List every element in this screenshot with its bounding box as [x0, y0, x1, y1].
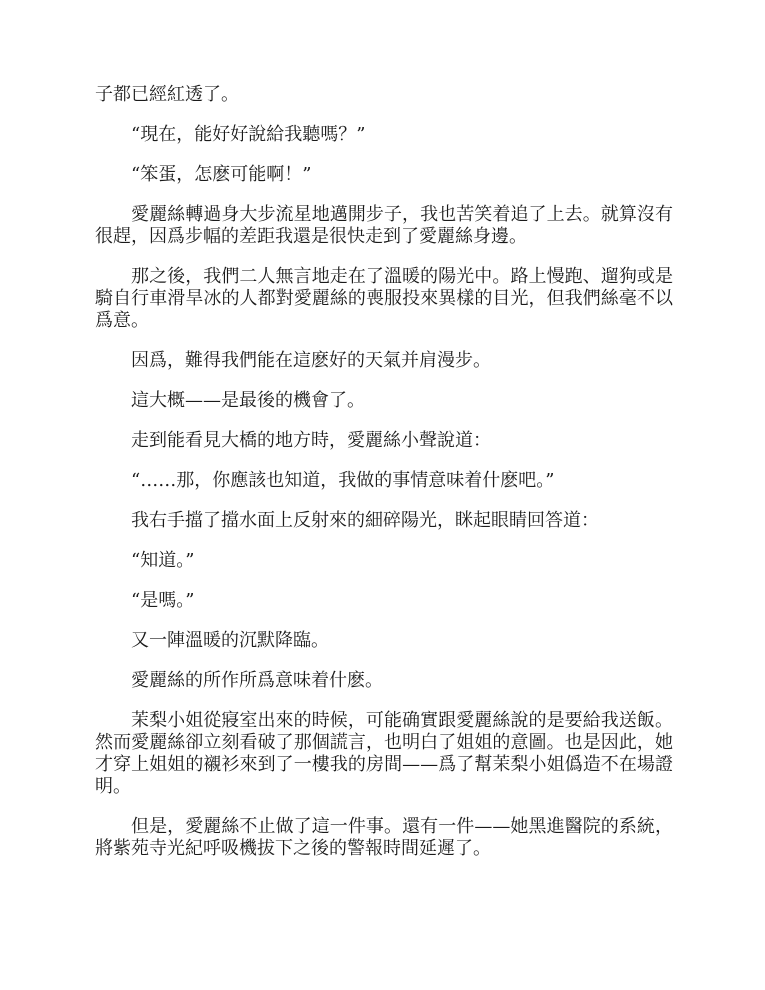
paragraph: 我右手擋了擋水面上反射來的細碎陽光，眯起眼睛回答道：	[131, 510, 599, 531]
paragraph: “笨蛋，怎麽可能啊！”	[131, 164, 312, 185]
paragraph: 又一陣溫暖的沉默降臨。	[131, 630, 329, 651]
paragraph: “是嗎。”	[131, 590, 195, 611]
paragraph: 這大概——是最後的機會了。	[131, 390, 365, 411]
paragraph: 走到能看見大橋的地方時，愛麗絲小聲說道：	[131, 430, 491, 451]
paragraph: “現在，能好好說給我聽嗎？”	[131, 124, 366, 145]
paragraph: 愛麗絲轉過身大步流星地邁開步子，我也苦笑着追了上去。就算沒有很趕，因爲步幅的差距我還是很快走到了愛麗絲身邊。	[95, 204, 673, 247]
paragraph: 因爲，難得我們能在這麽好的天氣并肩漫步。	[131, 350, 491, 371]
paragraph: 那之後，我們二人無言地走在了溫暖的陽光中。路上慢跑、遛狗或是騎自行車滑旱冰的人都對愛麗絲的喪服投來異樣的目光，但我們絲毫不以爲意。	[95, 266, 673, 331]
paragraph: 茉梨小姐從寢室出來的時候，可能确實跟愛麗絲說的是要給我送飯。然而愛麗絲卻立刻看破了那個謊言，也明白了姐姐的意圖。也是因此，她才穿上姐姐的襯衫來到了一樓我的房間——爲了幫茉梨小姐僞造不在場證明。	[95, 710, 673, 797]
paragraph: 愛麗絲的所作所爲意味着什麽。	[131, 670, 383, 691]
paragraph: “知道。”	[131, 550, 195, 571]
paragraph: “……那，你應該也知道，我做的事情意味着什麽吧。”	[131, 470, 555, 491]
paragraph: 子都已經紅透了。	[95, 84, 239, 105]
paragraph: 但是，愛麗絲不止做了這一件事。還有一件——她黑進醫院的系統，將紫苑寺光紀呼吸機拔下之後的警報時間延遲了。	[95, 816, 673, 859]
body-text	[95, 84, 673, 878]
